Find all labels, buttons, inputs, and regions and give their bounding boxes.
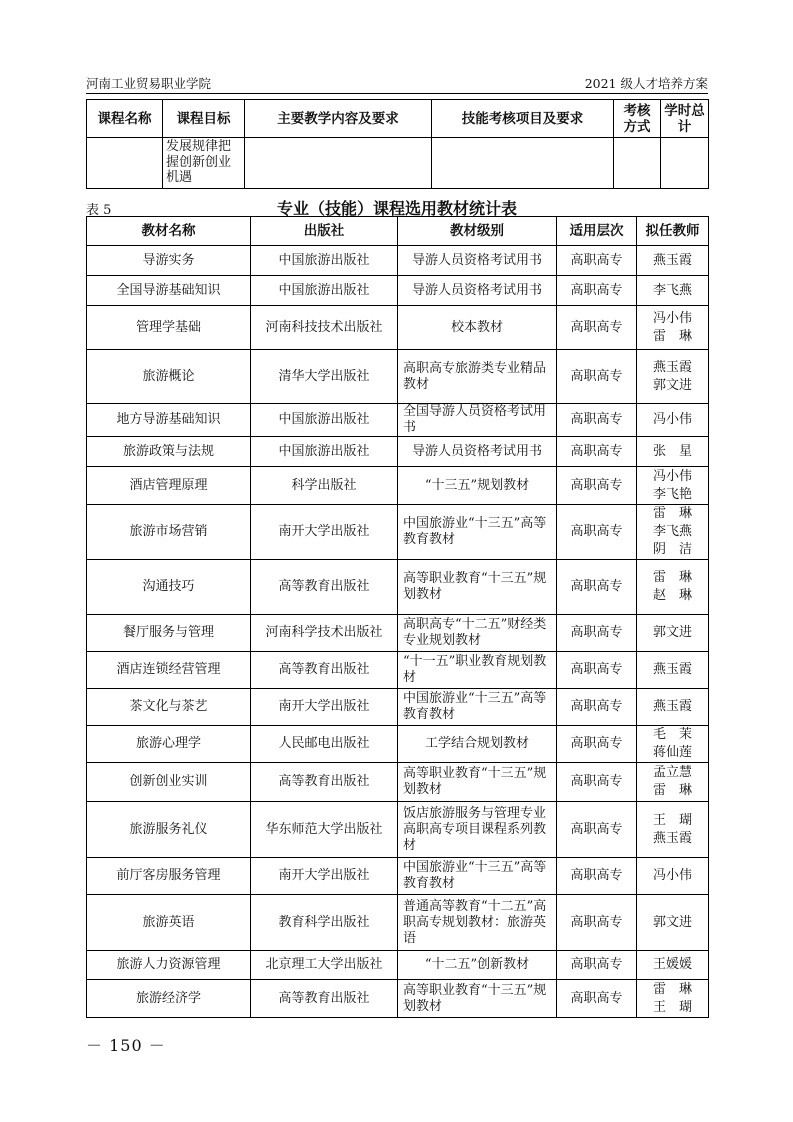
teacher-name: 王媛媛: [652, 957, 692, 972]
teacher-name: 冯小伟: [652, 412, 692, 427]
table-cell: [614, 138, 661, 189]
teacher-name: 蒋仙莲: [652, 745, 692, 760]
course-table-header-row: [87, 100, 709, 138]
table-title: 专业（技能）课程选用教材统计表: [276, 199, 517, 218]
teacher-name: 郭文进: [652, 625, 692, 640]
applicable-level-cell: 高职高专: [557, 802, 637, 858]
applicable-level-cell: 高职高专: [557, 560, 637, 615]
textbook-name-cell: 旅游政策与法规: [87, 437, 251, 467]
table-cell: [661, 138, 709, 189]
textbook-name-cell: 管理学基础: [87, 306, 251, 350]
applicable-level-cell: 高职高专: [557, 246, 637, 276]
teachers-cell: [637, 980, 709, 1018]
table-row: [87, 276, 709, 306]
publisher-cell: 科学出版社: [251, 467, 398, 505]
textbook-level-cell: 饭店旅游服务与管理专业高职高专项目课程系列教材: [398, 802, 557, 858]
teacher-name: 李飞燕: [652, 282, 692, 298]
applicable-level-cell: 高职高专: [557, 437, 637, 467]
teachers-cell: [637, 404, 709, 437]
textbook-level-cell: 导游人员资格考试用书: [398, 276, 557, 306]
publisher-cell: 华东师范大学出版社: [251, 802, 398, 858]
teachers-cell: [637, 350, 709, 404]
textbook-level-cell: 中国旅游业“十三五”高等教育教材: [398, 689, 557, 726]
header-divider: [86, 93, 708, 94]
table-row: [87, 652, 709, 689]
teacher-name: 冯小伟: [652, 468, 692, 484]
teachers-cell: [637, 802, 709, 858]
table-row: [87, 895, 709, 951]
header-teachers: 拟任教师: [637, 217, 709, 246]
textbook-level-cell: “十二五”创新教材: [398, 951, 557, 980]
table-row: [87, 467, 709, 505]
teachers-cell: [637, 689, 709, 726]
textbook-name-cell: 全国导游基础知识: [87, 276, 251, 306]
textbook-name-cell: 餐厅服务与管理: [87, 615, 251, 652]
publisher-cell: 高等教育出版社: [251, 652, 398, 689]
applicable-level-cell: 高职高专: [557, 858, 637, 895]
textbook-name-cell: 旅游服务礼仪: [87, 802, 251, 858]
table-row: [87, 138, 709, 189]
teacher-name: 冯小伟: [652, 868, 692, 883]
teacher-name: 燕玉霞: [652, 662, 692, 677]
publisher-cell: 中国旅游出版社: [251, 246, 398, 276]
textbook-level-cell: 高等职业教育“十三五”规划教材: [398, 763, 557, 802]
header-applicable-level: 适用层次: [557, 217, 637, 246]
textbook-level-cell: 普通高等教育“十二五”高职高专规划教材：旅游英语: [398, 895, 557, 951]
teachers-cell: [637, 306, 709, 350]
applicable-level-cell: 高职高专: [557, 726, 637, 763]
teacher-name: 王 瑚: [652, 999, 692, 1015]
applicable-level-cell: 高职高专: [557, 615, 637, 652]
applicable-level-cell: 高职高专: [557, 350, 637, 404]
textbook-level-cell: 导游人员资格考试用书: [398, 246, 557, 276]
publisher-cell: 河南科技技术出版社: [251, 306, 398, 350]
table-row: [87, 726, 709, 763]
teachers-cell: [637, 652, 709, 689]
applicable-level-cell: 高职高专: [557, 763, 637, 802]
teachers-cell: [637, 246, 709, 276]
teacher-name: 雷 琳: [652, 981, 692, 997]
applicable-level-cell: 高职高专: [557, 276, 637, 306]
textbook-name-cell: 旅游心理学: [87, 726, 251, 763]
textbook-level-cell: 高职高专旅游类专业精品教材: [398, 350, 557, 404]
teachers-cell: [637, 276, 709, 306]
table-caption: [86, 196, 708, 216]
textbook-level-cell: 中国旅游业“十三五”高等教育教材: [398, 505, 557, 560]
table-row: [87, 980, 709, 1018]
textbook-name-cell: 导游实务: [87, 246, 251, 276]
teacher-name: 燕玉霞: [652, 699, 692, 714]
textbook-level-cell: 导游人员资格考试用书: [398, 437, 557, 467]
textbook-level-cell: 校本教材: [398, 306, 557, 350]
applicable-level-cell: 高职高专: [557, 689, 637, 726]
table-row: [87, 763, 709, 802]
teachers-cell: [637, 763, 709, 802]
textbook-level-cell: 中国旅游业“十三五”高等教育教材: [398, 858, 557, 895]
teachers-cell: [637, 951, 709, 980]
teachers-cell: [637, 505, 709, 560]
textbook-name-cell: 旅游概论: [87, 350, 251, 404]
teacher-name: 雷 琳: [652, 506, 692, 521]
textbook-table: [86, 216, 709, 1018]
teacher-name: 燕玉霞: [652, 252, 692, 268]
textbook-name-cell: 创新创业实训: [87, 763, 251, 802]
header-teaching-content: 主要教学内容及要求: [245, 100, 432, 138]
table-row: [87, 505, 709, 560]
teacher-name: 郭文进: [652, 377, 692, 393]
textbook-name-cell: 酒店连锁经营管理: [87, 652, 251, 689]
textbook-level-cell: 全国导游人员资格考试用书: [398, 404, 557, 437]
table-row: [87, 246, 709, 276]
textbook-name-cell: 旅游英语: [87, 895, 251, 951]
textbook-name-cell: 茶文化与茶艺: [87, 689, 251, 726]
textbook-name-cell: 沟通技巧: [87, 560, 251, 615]
teachers-cell: [637, 726, 709, 763]
textbook-name-cell: 前厅客房服务管理: [87, 858, 251, 895]
applicable-level-cell: 高职高专: [557, 951, 637, 980]
table-cell: [87, 138, 163, 189]
teacher-name: 李飞艳: [652, 486, 692, 502]
textbook-table-header-row: [87, 217, 709, 246]
table-row: [87, 615, 709, 652]
school-name: 河南工业贸易职业学院: [86, 76, 212, 91]
course-table-continued: [86, 99, 709, 189]
header-textbook-level: 教材级别: [398, 217, 557, 246]
publisher-cell: 高等教育出版社: [251, 980, 398, 1018]
teacher-name: 雷 琳: [652, 570, 692, 585]
textbook-level-cell: “十三五”规划教材: [398, 467, 557, 505]
teacher-name: 张 星: [652, 443, 692, 459]
applicable-level-cell: 高职高专: [557, 306, 637, 350]
table-row: [87, 350, 709, 404]
table-row: [87, 306, 709, 350]
textbook-name-cell: 旅游经济学: [87, 980, 251, 1018]
teachers-cell: [637, 437, 709, 467]
teachers-cell: [637, 467, 709, 505]
table-row: [87, 802, 709, 858]
textbook-name-cell: 酒店管理原理: [87, 467, 251, 505]
teachers-cell: [637, 895, 709, 951]
publisher-cell: 中国旅游出版社: [251, 437, 398, 467]
table-number: 表 5: [86, 203, 112, 218]
textbook-level-cell: “十一五”职业教育规划教材: [398, 652, 557, 689]
teachers-cell: [637, 615, 709, 652]
textbook-name-cell: 旅游人力资源管理: [87, 951, 251, 980]
publisher-cell: 中国旅游出版社: [251, 404, 398, 437]
teacher-name: 阴 洁: [652, 542, 692, 557]
header-skill-assessment: 技能考核项目及要求: [432, 100, 614, 138]
applicable-level-cell: 高职高专: [557, 505, 637, 560]
publisher-cell: 南开大学出版社: [251, 689, 398, 726]
table-cell: [245, 138, 432, 189]
table-row: [87, 437, 709, 467]
applicable-level-cell: 高职高专: [557, 895, 637, 951]
teacher-name: 赵 琳: [652, 588, 692, 603]
publisher-cell: 高等教育出版社: [251, 560, 398, 615]
publisher-cell: 高等教育出版社: [251, 763, 398, 802]
teachers-cell: [637, 858, 709, 895]
teacher-name: 孟立慧: [652, 765, 692, 780]
teacher-name: 毛 茉: [652, 727, 692, 742]
textbook-name-cell: 地方导游基础知识: [87, 404, 251, 437]
document-title: 2021 级人才培养方案: [584, 76, 708, 91]
publisher-cell: 人民邮电出版社: [251, 726, 398, 763]
applicable-level-cell: 高职高专: [557, 467, 637, 505]
publisher-cell: 南开大学出版社: [251, 858, 398, 895]
teacher-name: 郭文进: [652, 914, 692, 930]
table-row: [87, 404, 709, 437]
textbook-level-cell: 高职高专“十二五”财经类专业规划教材: [398, 615, 557, 652]
header-total-hours: 学时总计: [661, 100, 709, 138]
header-assessment-method: 考核方式: [614, 100, 661, 138]
applicable-level-cell: 高职高专: [557, 652, 637, 689]
table-row: [87, 951, 709, 980]
publisher-cell: 河南科学技术出版社: [251, 615, 398, 652]
table-row: [87, 560, 709, 615]
table-row: [87, 689, 709, 726]
publisher-cell: 北京理工大学出版社: [251, 951, 398, 980]
textbook-name-cell: 旅游市场营销: [87, 505, 251, 560]
page-number: － 150 －: [86, 1036, 166, 1055]
teacher-name: 燕玉霞: [652, 359, 692, 375]
teacher-name: 雷 琳: [652, 328, 692, 344]
textbook-level-cell: 工学结合规划教材: [398, 726, 557, 763]
textbook-level-cell: 高等职业教育“十三五”规划教材: [398, 560, 557, 615]
header-publisher: 出版社: [251, 217, 398, 246]
applicable-level-cell: 高职高专: [557, 980, 637, 1018]
course-goal-cell: 发展规律把握创新创业机遇: [163, 138, 245, 189]
publisher-cell: 教育科学出版社: [251, 895, 398, 951]
teacher-name: 雷 琳: [652, 783, 692, 798]
header-course-name: 课程名称: [87, 100, 163, 138]
publisher-cell: 南开大学出版社: [251, 505, 398, 560]
teacher-name: 王 瑚: [652, 812, 692, 828]
header-textbook-name: 教材名称: [87, 217, 251, 246]
table-row: [87, 858, 709, 895]
table-cell: [432, 138, 614, 189]
teacher-name: 燕玉霞: [652, 830, 692, 846]
teacher-name: 李飞燕: [652, 524, 692, 539]
applicable-level-cell: 高职高专: [557, 404, 637, 437]
header-course-goal: 课程目标: [163, 100, 245, 138]
textbook-level-cell: 高等职业教育“十三五”规划教材: [398, 980, 557, 1018]
publisher-cell: 清华大学出版社: [251, 350, 398, 404]
publisher-cell: 中国旅游出版社: [251, 276, 398, 306]
teachers-cell: [637, 560, 709, 615]
teacher-name: 冯小伟: [652, 310, 692, 326]
